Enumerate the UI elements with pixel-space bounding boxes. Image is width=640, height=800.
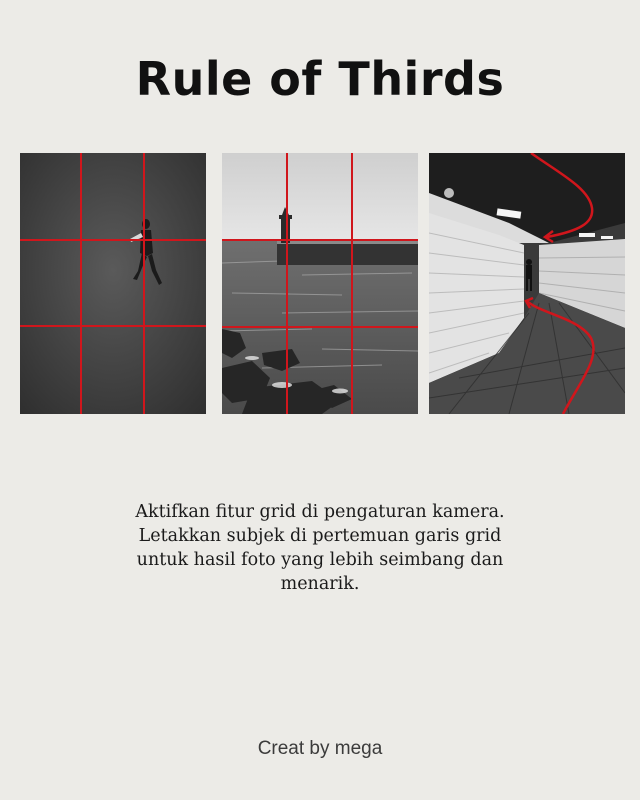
caption-line: Aktifkan fitur grid di pengaturan kamera. xyxy=(135,502,505,522)
caption-text xyxy=(60,500,580,596)
page-title: Rule of Thirds xyxy=(135,52,505,106)
sea-lighthouse-image xyxy=(222,153,418,414)
photo-walking-person xyxy=(20,153,206,414)
walking-person-image xyxy=(20,153,206,414)
pier xyxy=(277,243,418,265)
photo-sea-lighthouse xyxy=(222,153,418,414)
caption-line: untuk hasil foto yang lebih seimbang dan xyxy=(136,550,504,570)
credit-text: Creat by mega xyxy=(257,738,383,759)
photo-subway-tunnel xyxy=(429,153,625,414)
caption-line: Letakkan subjek di pertemuan garis grid xyxy=(138,526,502,546)
caption-line: menarik. xyxy=(280,574,360,594)
subway-tunnel-image xyxy=(429,153,625,414)
